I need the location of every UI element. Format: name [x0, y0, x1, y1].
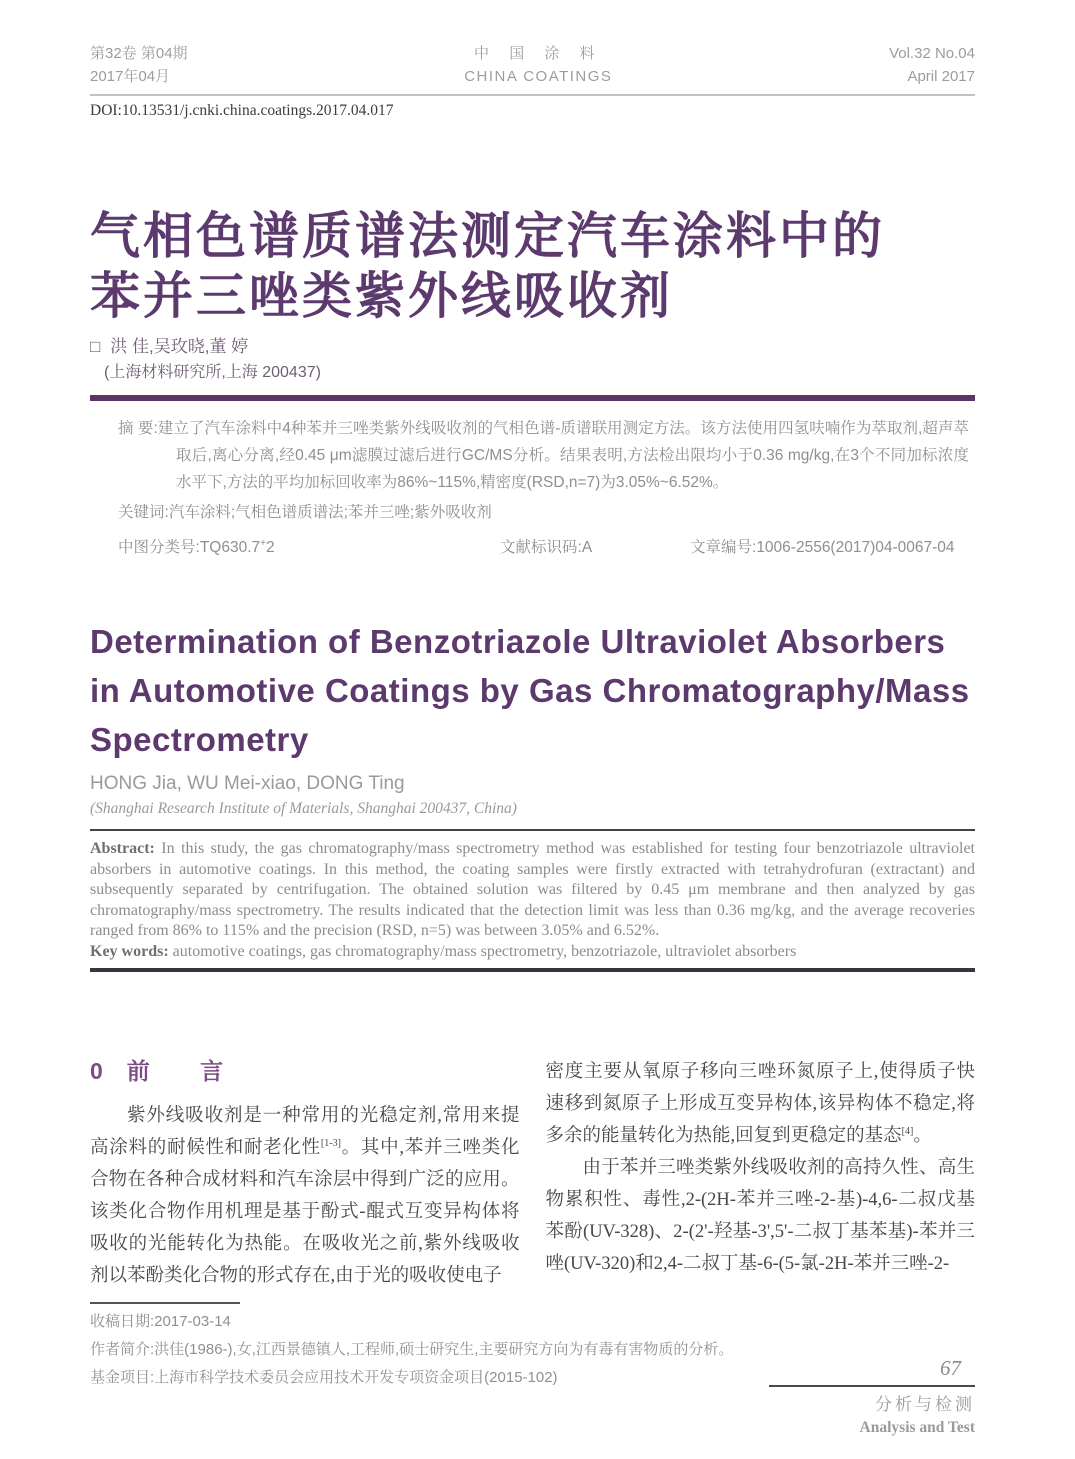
journal-name-en: CHINA COATINGS: [464, 68, 613, 85]
right-column: [546, 1056, 976, 1292]
article-title-cn: [90, 206, 975, 326]
article-title-en-line1: Determination of Benzotriazole Ultraviolet Absorbers: [90, 623, 946, 660]
date-en: April 2017: [907, 68, 975, 85]
authors-cn-row: [90, 336, 975, 358]
abstract-text-en: In this study, the gas chromatography/mass spectrometry method was established for testing four benzotriazole ultraviolet absorbers in automotive coatings. In this method, the coating samples were firstly extracted with tetrahydrofuran (extractant) and subsequently separated by centrifugation. The obtained solution was filtered by 0.45 μm membrane and then analyzed by gas chromatography/mass spectrometry. The results indicated that the detection limit was less than 0.36 mg/kg, and the average recoveries ranged from 86% to 115% and the precision (RSD, n=5) was between 3.05% and 6.52%.: [90, 840, 975, 939]
doc-code-value: A: [581, 539, 593, 556]
clc-sup: +: [260, 537, 266, 549]
article-id-value: 1006-2556(2017)04-0067-04: [756, 539, 955, 556]
abstract-text-cn: 建立了汽车涂料中4种苯并三唑类紫外线吸收剂的气相色谱-质谱联用测定方法。该方法使用四氢呋喃作为萃取剂,超声萃取后,离心分离,经0.45 μm滤膜过滤后进行GC/MS分析。结果表明,方法检出限均小于0.36 mg/kg,在3个不同加标浓度水平下,方法的平均加标回收率为86%~115%,精密度(RSD,n=7)为3.05%~6.52%。: [157, 420, 969, 491]
p2-citation: [4]: [901, 1125, 914, 1137]
affiliation-cn: (上海材料研究所,上海 200437): [104, 364, 321, 381]
journal-name: [464, 42, 612, 88]
abstract-label-en: Abstract:: [90, 840, 155, 857]
clc-tail: 2: [265, 539, 275, 556]
author-square-icon: □: [90, 337, 101, 356]
journal-header: [90, 42, 975, 96]
article-id: [690, 534, 955, 561]
affiliation-en: (Shanghai Research Institute of Materials, Shanghai 200437, China): [90, 800, 517, 817]
abstract-label-cn: 摘 要:: [118, 420, 158, 437]
article-title-cn-line1: 气相色谱质谱法测定汽车涂料中的: [90, 208, 885, 264]
page-number: 67: [940, 1356, 961, 1380]
received-date: 2017-03-14: [154, 1313, 231, 1330]
keywords-en-row: [90, 942, 975, 963]
bio-label: 作者简介:: [90, 1341, 155, 1358]
bio-text: 洪佳(1986-),女,江西景德镇人,工程师,硕士研究生,主要研究方向为有毒有害物质的分析。: [154, 1341, 734, 1358]
document-code: [500, 534, 690, 561]
abstract-block-en: [90, 839, 975, 962]
received-label: 收稿日期:: [90, 1313, 155, 1330]
keywords-en: automotive coatings, gas chromatography/mass spectrometry, benzotriazole, ultraviolet absorbers: [168, 942, 797, 960]
fund-label: 基金项目:: [90, 1369, 155, 1386]
section-heading: [90, 1056, 520, 1086]
volume-issue-cn: 第32卷 第04期: [90, 45, 188, 62]
authors-en: HONG Jia, WU Mei-xiao, DONG Ting: [90, 773, 405, 794]
article-id-label: 文章编号:: [690, 539, 757, 556]
authors-cn: 洪 佳,吴玫晓,董 婷: [110, 337, 249, 356]
header-volume-issue-cn: [90, 42, 188, 88]
p1-citation: [1-3]: [320, 1137, 341, 1149]
footer-rule: [769, 1385, 975, 1387]
keywords-cn-row: [118, 499, 969, 526]
abstract-en: [90, 839, 975, 942]
clc-label: 中图分类号:: [118, 539, 200, 556]
fund-text: 上海市科学技术委员会应用技术开发专项资金项目(2015-102): [154, 1369, 558, 1386]
column-name-cn: 分析与检测: [875, 1395, 975, 1414]
article-title-en-line3: Spectrometry: [90, 721, 309, 758]
keywords-label-cn: 关键词:: [118, 504, 169, 521]
p2-text-b: 。: [913, 1126, 932, 1146]
p1-text-a: 紫外线吸收剂是一种常用的光稳定剂,常用来提高涂料的耐候性和耐老化性: [90, 1106, 520, 1158]
keywords-cn: 汽车涂料;气相色谱质谱法;苯并三唑;紫外吸收剂: [168, 504, 492, 521]
doi-line: DOI:10.13531/j.cnki.china.coatings.2017.04.017: [90, 102, 394, 119]
header-volume-issue-en: [889, 42, 975, 88]
section-title: 前 言: [126, 1058, 246, 1084]
volume-issue-en: Vol.32 No.04: [889, 45, 975, 62]
page-footer: [715, 1355, 975, 1438]
keywords-label-en: Key words:: [90, 942, 169, 960]
article-title-en-line2: in Automotive Coatings by Gas Chromatography/Mass: [90, 672, 970, 709]
abstract-cn: [118, 415, 969, 496]
abstract-block-cn: [118, 415, 969, 561]
left-column: [90, 1056, 520, 1292]
classification-row: [118, 534, 969, 561]
footnote-received: [90, 1308, 975, 1336]
p2-text-a: 密度主要从氧原子移向三唑环氮原子上,使得质子快速移到氮原子上形成互变异构体,该异构体不稳定,将多余的能量转化为热能,回复到更稳定的基态: [545, 1062, 975, 1146]
abstract-bottom-rule: [90, 968, 975, 972]
date-cn: 2017年04月: [90, 68, 171, 85]
journal-name-cn: 中 国 涂 料: [474, 45, 603, 62]
p1-text-b: 。其中,苯并三唑类化合物在各种合成材料和汽车涂层中得到广泛的应用。该类化合物作用机理是基于酚式-醌式互变异构体将吸收的光能转化为热能。在吸收光之前,紫外线吸收剂以苯酚类化合物的形式存在,由于光的吸收使电子: [90, 1138, 520, 1286]
column-name-en: Analysis and Test: [859, 1419, 975, 1436]
body-paragraph-1: [90, 1100, 520, 1292]
article-title-en: [90, 617, 975, 764]
body-columns: [90, 1056, 975, 1292]
clc-number: [118, 534, 500, 561]
section-number: 0: [90, 1058, 103, 1084]
abstract-top-rule: [90, 829, 975, 831]
purple-divider: [90, 395, 975, 401]
clc-base: TQ630.7: [199, 539, 261, 556]
article-title-cn-line2: 苯并三唑类紫外线吸收剂: [90, 268, 673, 324]
body-paragraph-3: 由于苯并三唑类紫外线吸收剂的高持久性、高生物累积性、毒性,2-(2H-苯并三唑-2-基)-4,6-二叔戊基苯酚(UV-328)、2-(2'-羟基-3',5'-二叔丁基苯基)-苯并三唑(UV-320)和2,4-二叔丁基-6-(5-氯-2H-苯并三唑-2-: [545, 1158, 975, 1274]
footnote-rule: [90, 1302, 240, 1304]
body-paragraph-2: [546, 1056, 976, 1152]
doc-code-label: 文献标识码:: [500, 539, 582, 556]
